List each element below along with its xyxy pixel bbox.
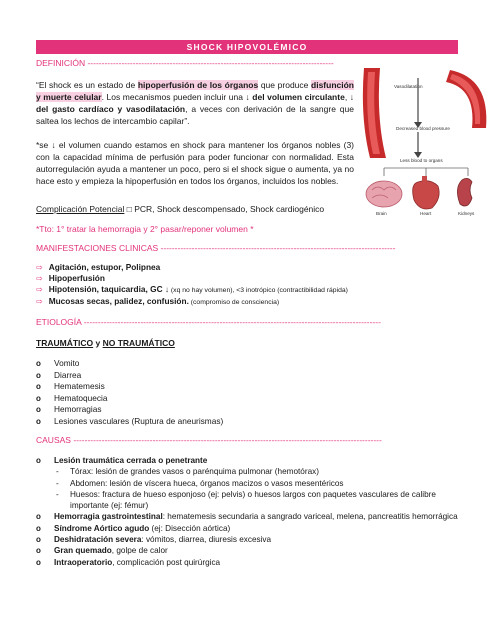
etiologia-subtitle: TRAUMÁTICO y NO TRAUMÁTICO <box>36 338 175 348</box>
list-item: o Deshidratación severa: vómitos, diarrea, diuresis excesiva <box>36 535 272 545</box>
list-item: ⇨ Hipoperfusión <box>36 273 105 283</box>
list-item: ⇨ Hipotensión, taquicardia, GC ↓ (xq no hay volumen), <3 inotrópico (contractibilidad rápida) <box>36 284 348 294</box>
arrow-icon: ⇨ <box>36 274 43 283</box>
arrow-icon: ⇨ <box>36 263 43 272</box>
kidney-icon <box>457 178 472 206</box>
list-item: o Vomito <box>36 358 80 368</box>
organ-label-brain: Brain <box>376 211 387 216</box>
list-item: o Intraoperatorio, complicación post quirúrgica <box>36 557 221 567</box>
organ-label-heart: Heart <box>420 211 432 216</box>
list-item: o Hemorragia gastrointestinal: hematemesis secundaria a sangrado variceal, melena, pancreatitis hemorrágica <box>36 512 458 522</box>
sub-item: - Abdomen: lesión de víscera hueca, órganos macizos o vasos mesentéricos <box>56 478 344 488</box>
list-item: o Gran quemado, golpe de calor <box>36 546 168 556</box>
shock-illustration <box>360 58 492 218</box>
list-item: o Diarrea <box>36 369 82 380</box>
arrow-icon: ⇨ <box>36 285 43 294</box>
brain-icon <box>366 181 402 207</box>
etiologia-list <box>36 358 456 428</box>
tratamiento-note: *Tto: 1° tratar la hemorragia y 2° pasar/reponer volumen * <box>36 224 254 234</box>
list-item: o Hematemesis <box>36 381 105 392</box>
illus-label-3: Less blood to organs <box>400 158 443 163</box>
manifestaciones-heading: MANIFESTACIONES CLINICAS ----------------------------------------------------------------------------------- <box>36 243 396 253</box>
sub-item: - Tórax: lesión de grandes vasos o parénquima pulmonar (hemotórax) <box>56 467 319 477</box>
list-item: ⇨ Mucosas secas, palidez, confusión. (compromiso de consciencia) <box>36 296 280 306</box>
etiologia-heading: ETIOLOGÍA --------------------------------------------------------------------------------------------------------- <box>36 317 381 327</box>
list-item: o Hematoquecia <box>36 392 108 403</box>
list-item: o Lesión traumática cerrada o penetrante <box>36 456 208 465</box>
complicacion-line: Complicación Potencial □ PCR, Shock descompensado, Shock cardiogénico <box>36 204 325 214</box>
definicion-paragraph: “El shock es un estado de hipoperfusión de los órganos que produce disfunción y muerte celular. Los mecanismos pueden incluir una ↓ del volumen circulante, ↓ del gasto cardíaco y vasodilatación, a veces con derivación de la sangre que saltea los lechos de intercambio capilar”. <box>36 80 354 126</box>
definicion-note: *se ↓ el volumen cuando estamos en shock para mantener los órganos nobles (3) con la capacidad mínima de perfusión para poder funcionar con normalidad. Esta autorregulación ayuda a mantener un poco, pero si el shock sigue o aumenta, ya no hace esto y empieza la hipoperfusión en todos los órganos, incluidos los nobles. <box>36 140 354 186</box>
list-item: o Síndrome Aórtico agudo (ej: Disección aórtica) <box>36 523 231 533</box>
heart-icon <box>413 181 439 209</box>
list-item: o Hemorragias <box>36 404 102 415</box>
causas-list <box>36 455 466 568</box>
list-item: o Lesiones vasculares (Ruptura de aneurismas) <box>36 415 224 426</box>
page-title-banner: SHOCK HIPOVOLÉMICO <box>36 40 458 54</box>
sub-item: - Huesos: fractura de hueso esponjoso (ej: pelvis) o huesos largos con paquetes vasculares de calibre importante (ej: fémur) <box>56 489 436 511</box>
manifestaciones-list <box>36 262 466 308</box>
causas-heading: CAUSAS ------------------------------------------------------------------------------------------------------------- <box>36 435 382 445</box>
list-item: ⇨ Agitación, estupor, Polipnea <box>36 262 161 272</box>
organ-label-kidneys: Kidneys <box>458 211 475 216</box>
definicion-heading: DEFINICIÓN --------------------------------------------------------------------------------------- <box>36 58 334 68</box>
arrow-icon: ⇨ <box>36 297 43 306</box>
illus-label-1: Vasodilatation <box>394 84 423 89</box>
illus-label-2: Decreased blood pressure <box>396 126 450 131</box>
